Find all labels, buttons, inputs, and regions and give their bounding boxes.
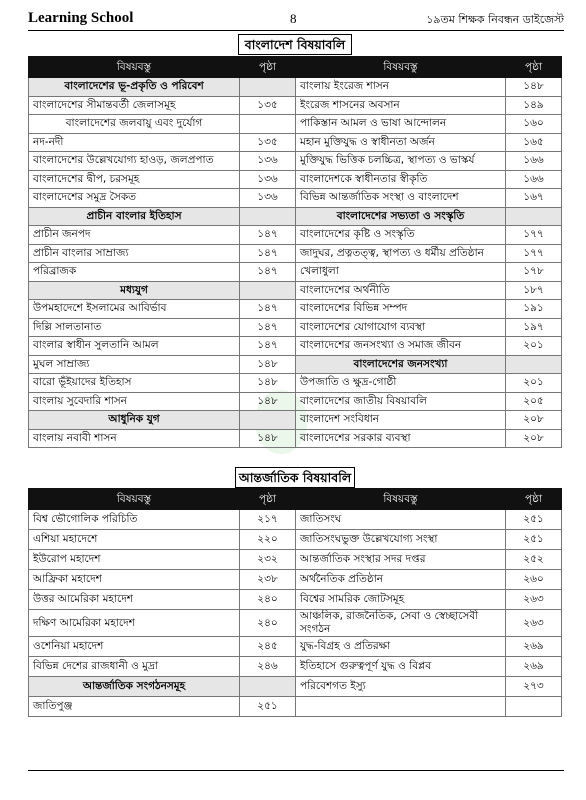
left-page-cell: ২২০: [240, 530, 296, 550]
left-page-cell: ২৪৫: [240, 637, 296, 657]
table-row: [29, 697, 562, 717]
right-page-cell: ২৫১: [506, 510, 562, 530]
table-row: [29, 207, 562, 226]
right-topic-cell: আন্তর্জাতিক সংস্থার সদর দপ্তর: [296, 550, 506, 570]
left-topic-cell: বাংলাদেশের জলবায়ু এবং দুর্যোগ: [29, 115, 240, 134]
left-page-cell: ১৩৫: [240, 96, 296, 115]
table-row: [29, 374, 562, 393]
left-page-cell: [240, 677, 296, 697]
right-topic-cell: অর্থনৈতিক প্রতিষ্ঠান: [296, 570, 506, 590]
contents-table-bangladesh: [28, 56, 562, 448]
left-page-cell: [240, 207, 296, 226]
left-page-cell: ১৪৭: [240, 300, 296, 319]
left-topic-cell: বাংলার স্বাধীন সুলতানি আমল: [29, 337, 240, 356]
left-page-cell: ১৩৬: [240, 189, 296, 208]
right-page-cell: ১৪৮: [506, 78, 562, 97]
column-header-topic: বিষয়বস্তু: [29, 489, 240, 510]
left-topic-cell: বাংলাদেশের সীমান্তবর্তী জেলাসমূহ: [29, 96, 240, 115]
right-page-cell: ২৬০: [506, 570, 562, 590]
right-page-cell: ২০৮: [506, 411, 562, 430]
left-topic-cell: বাংলাদেশের সমুদ্র সৈকত: [29, 189, 240, 208]
right-page-cell: [506, 697, 562, 717]
right-page-cell: ২৬৯: [506, 657, 562, 677]
table-row: [29, 189, 562, 208]
left-topic-cell: মধ্যযুগ: [29, 281, 240, 300]
left-topic-cell: নদ-নদী: [29, 133, 240, 152]
table-row: [29, 610, 562, 637]
table-row: [29, 550, 562, 570]
right-page-cell: ২০৫: [506, 392, 562, 411]
left-topic-cell: জাতিপুঞ্জ: [29, 697, 240, 717]
left-topic-cell: প্রাচীন জনপদ: [29, 226, 240, 245]
right-page-cell: ২০৮: [506, 429, 562, 448]
column-header-page: পৃষ্ঠা: [506, 57, 562, 78]
left-topic-cell: প্রাচীন বাংলার সাম্রাজ্য: [29, 244, 240, 263]
right-topic-cell: বাংলাদেশের জাতীয় বিষয়াবলি: [296, 392, 506, 411]
right-topic-cell: বাংলাদেশ সংবিধান: [296, 411, 506, 430]
left-topic-cell: পরিব্রাজক: [29, 263, 240, 282]
right-topic-cell: বাংলাদেশের যোগাযোগ ব্যবস্থা: [296, 318, 506, 337]
left-topic-cell: উপমহাদেশে ইসলামের আবির্ভাব: [29, 300, 240, 319]
right-topic-cell: বাংলাদেশকে স্বাধীনতার স্বীকৃতি: [296, 170, 506, 189]
left-topic-cell: আন্তর্জাতিক সংগঠনসমূহ: [29, 677, 240, 697]
right-page-cell: ১৮৭: [506, 281, 562, 300]
left-page-cell: ২৪৬: [240, 657, 296, 677]
right-page-cell: ২০১: [506, 337, 562, 356]
right-page-cell: ২৫২: [506, 550, 562, 570]
left-topic-cell: দক্ষিণ আমেরিকা মহাদেশ: [29, 610, 240, 637]
right-topic-cell: বিশ্বের সামরিক জোটসমূহ: [296, 590, 506, 610]
left-topic-cell: ইউরোপ মহাদেশ: [29, 550, 240, 570]
table-row: [29, 411, 562, 430]
right-topic-cell: পরিবেশগত ইস্যু: [296, 677, 506, 697]
right-topic-cell: জাতিসংঘভুক্ত উল্লেখযোগ্য সংস্থা: [296, 530, 506, 550]
contents-table-international: [28, 488, 562, 717]
right-page-cell: [506, 355, 562, 374]
table-row: [29, 263, 562, 282]
left-topic-cell: আফ্রিকা মহাদেশ: [29, 570, 240, 590]
left-topic-cell: বাংলায় নবাবী শাসন: [29, 429, 240, 448]
left-topic-cell: প্রাচীন বাংলার ইতিহাস: [29, 207, 240, 226]
left-page-cell: ২৪০: [240, 590, 296, 610]
left-page-cell: [240, 115, 296, 134]
left-topic-cell: মুঘল সাম্রাজ্য: [29, 355, 240, 374]
table-row: [29, 637, 562, 657]
right-page-cell: ১৬০: [506, 115, 562, 134]
right-page-cell: ১৬৭: [506, 189, 562, 208]
column-header-page: পৃষ্ঠা: [240, 489, 296, 510]
right-page-cell: ২৬৩: [506, 590, 562, 610]
left-page-cell: ১৪৭: [240, 226, 296, 245]
table-row: [29, 337, 562, 356]
footer-rule: [28, 770, 564, 771]
left-topic-cell: এশিয়া মহাদেশে: [29, 530, 240, 550]
right-topic-cell: মুক্তিযুদ্ধ ভিত্তিক চলচ্চিত্র, স্থাপত্য ও ভাস্কর্য: [296, 152, 506, 171]
right-topic-cell: বাংলাদেশের সরকার ব্যবস্থা: [296, 429, 506, 448]
right-page-cell: ১৭৭: [506, 244, 562, 263]
right-topic-cell: বাংলায় ইংরেজ শাসন: [296, 78, 506, 97]
right-page-cell: ১৪৯: [506, 96, 562, 115]
left-page-cell: ১৩৬: [240, 152, 296, 171]
right-page-cell: ২০১: [506, 374, 562, 393]
right-topic-cell: আঞ্চলিক, রাজনৈতিক, সেবা ও স্বেচ্ছাসেবী সংগঠন: [296, 610, 506, 637]
right-topic-cell: মহান মুক্তিযুদ্ধ ও স্বাধীনতা অর্জন: [296, 133, 506, 152]
right-topic-cell: জাদুঘর, প্রত্নতত্ত্ব, স্থাপত্য ও ধর্মীয় প্রতিষ্ঠান: [296, 244, 506, 263]
book-title: ১৯তম শিক্ষক নিবন্ধন ডাইজেস্ট: [426, 13, 564, 26]
section-title-bangladesh: বাংলাদেশ বিষয়াবলি: [238, 34, 352, 55]
section-title-international: আন্তর্জাতিক বিষয়াবলি: [235, 467, 355, 488]
left-page-cell: ২১৭: [240, 510, 296, 530]
page-number: 8: [290, 11, 297, 26]
right-page-cell: ১৬৬: [506, 170, 562, 189]
left-page-cell: [240, 281, 296, 300]
column-header-topic: বিষয়বস্তু: [296, 489, 506, 510]
right-topic-cell: জাতিসংঘ: [296, 510, 506, 530]
right-topic-cell: ইংরেজ শাসনের অবসান: [296, 96, 506, 115]
right-page-cell: ১৬৫: [506, 133, 562, 152]
left-page-cell: [240, 78, 296, 97]
right-topic-cell: ইতিহাসে গুরুত্বপূর্ণ যুদ্ধ ও বিপ্লব: [296, 657, 506, 677]
left-topic-cell: ওশেনিয়া মহাদেশ: [29, 637, 240, 657]
left-page-cell: ১৪৮: [240, 429, 296, 448]
right-page-cell: ২৭৩: [506, 677, 562, 697]
left-page-cell: ২৩৮: [240, 570, 296, 590]
right-topic-cell: খেলাধুলা: [296, 263, 506, 282]
table-row: [29, 677, 562, 697]
table-row: [29, 133, 562, 152]
table-row: [29, 152, 562, 171]
left-page-cell: ১৪৭: [240, 263, 296, 282]
header-rule: [28, 30, 564, 31]
left-page-cell: ১৪৭: [240, 318, 296, 337]
table-row: [29, 657, 562, 677]
table-row: [29, 530, 562, 550]
table-row: [29, 115, 562, 134]
right-topic-cell: উপজাতি ও ক্ষুদ্র-গোষ্ঠী: [296, 374, 506, 393]
publisher-name: Learning School: [28, 10, 134, 26]
left-topic-cell: আধুনিক যুগ: [29, 411, 240, 430]
left-topic-cell: বিভিন্ন দেশের রাজধানী ও মুদ্রা: [29, 657, 240, 677]
table-row: [29, 170, 562, 189]
left-page-cell: [240, 411, 296, 430]
table-row: [29, 78, 562, 97]
table-header-row: [29, 489, 562, 510]
right-topic-cell: বাংলাদেশের জনসংখ্যা ও সমাজ জীবন: [296, 337, 506, 356]
right-page-cell: ২৬৯: [506, 637, 562, 657]
right-topic-cell: বাংলাদেশের বিভিন্ন সম্পদ: [296, 300, 506, 319]
left-page-cell: ১৪৮: [240, 355, 296, 374]
table-row: [29, 570, 562, 590]
table-row: [29, 244, 562, 263]
table-row: [29, 226, 562, 245]
table-row: [29, 510, 562, 530]
table-row: [29, 281, 562, 300]
right-topic-cell: পাকিস্তান আমল ও ভাষা আন্দোলন: [296, 115, 506, 134]
column-header-topic: বিষয়বস্তু: [29, 57, 240, 78]
table-row: [29, 300, 562, 319]
left-page-cell: ১৪৭: [240, 244, 296, 263]
left-topic-cell: বাংলাদেশের উল্লেখযোগ্য হাওড়, জলপ্রপাত: [29, 152, 240, 171]
left-page-cell: ১৩৫: [240, 133, 296, 152]
page-header: [28, 10, 564, 28]
left-page-cell: ১৪৭: [240, 337, 296, 356]
left-page-cell: ২৫১: [240, 697, 296, 717]
table-row: [29, 590, 562, 610]
right-page-cell: ১৯১: [506, 300, 562, 319]
left-page-cell: ২৩২: [240, 550, 296, 570]
right-page-cell: ২৫১: [506, 530, 562, 550]
right-topic-cell: বাংলাদেশের কৃষ্টি ও সংস্কৃতি: [296, 226, 506, 245]
left-page-cell: ১৪৮: [240, 374, 296, 393]
right-page-cell: ১৯৭: [506, 318, 562, 337]
right-page-cell: ২৬৩: [506, 610, 562, 637]
table-row: [29, 318, 562, 337]
right-topic-cell: যুদ্ধ-বিগ্রহ ও প্রতিরক্ষা: [296, 637, 506, 657]
left-topic-cell: বারো ভূঁইয়াদের ইতিহাস: [29, 374, 240, 393]
left-page-cell: ১৪৮: [240, 392, 296, 411]
left-topic-cell: বাংলায় সুবেদারি শাসন: [29, 392, 240, 411]
table-row: [29, 355, 562, 374]
right-page-cell: ১৬৬: [506, 152, 562, 171]
right-topic-cell: বাংলাদেশের জনসংখ্যা: [296, 355, 506, 374]
right-topic-cell: বিভিন্ন আন্তর্জাতিক সংস্থা ও বাংলাদেশ: [296, 189, 506, 208]
contents-rows: [29, 510, 562, 717]
left-page-cell: ২৪০: [240, 610, 296, 637]
left-topic-cell: বাংলাদেশের ভূ-প্রকৃতি ও পরিবেশ: [29, 78, 240, 97]
right-topic-cell: বাংলাদেশের সভ্যতা ও সংস্কৃতি: [296, 207, 506, 226]
table-header-row: [29, 57, 562, 78]
right-topic-cell: বাংলাদেশের অর্থনীতি: [296, 281, 506, 300]
table-row: [29, 392, 562, 411]
right-page-cell: ১৭৮: [506, 263, 562, 282]
left-page-cell: ১৩৬: [240, 170, 296, 189]
contents-rows: [29, 78, 562, 448]
left-topic-cell: দিল্লি সালতানাত: [29, 318, 240, 337]
column-header-page: পৃষ্ঠা: [240, 57, 296, 78]
column-header-topic: বিষয়বস্তু: [296, 57, 506, 78]
right-page-cell: [506, 207, 562, 226]
left-topic-cell: বিশ্ব ভৌগোলিক পরিচিতি: [29, 510, 240, 530]
table-row: [29, 429, 562, 448]
column-header-page: পৃষ্ঠা: [506, 489, 562, 510]
left-topic-cell: বাংলাদেশের দ্বীপ, চরসমূহ: [29, 170, 240, 189]
left-topic-cell: উত্তর আমেরিকা মহাদেশ: [29, 590, 240, 610]
right-page-cell: ১৭৭: [506, 226, 562, 245]
table-row: [29, 96, 562, 115]
right-topic-cell: [296, 697, 506, 717]
